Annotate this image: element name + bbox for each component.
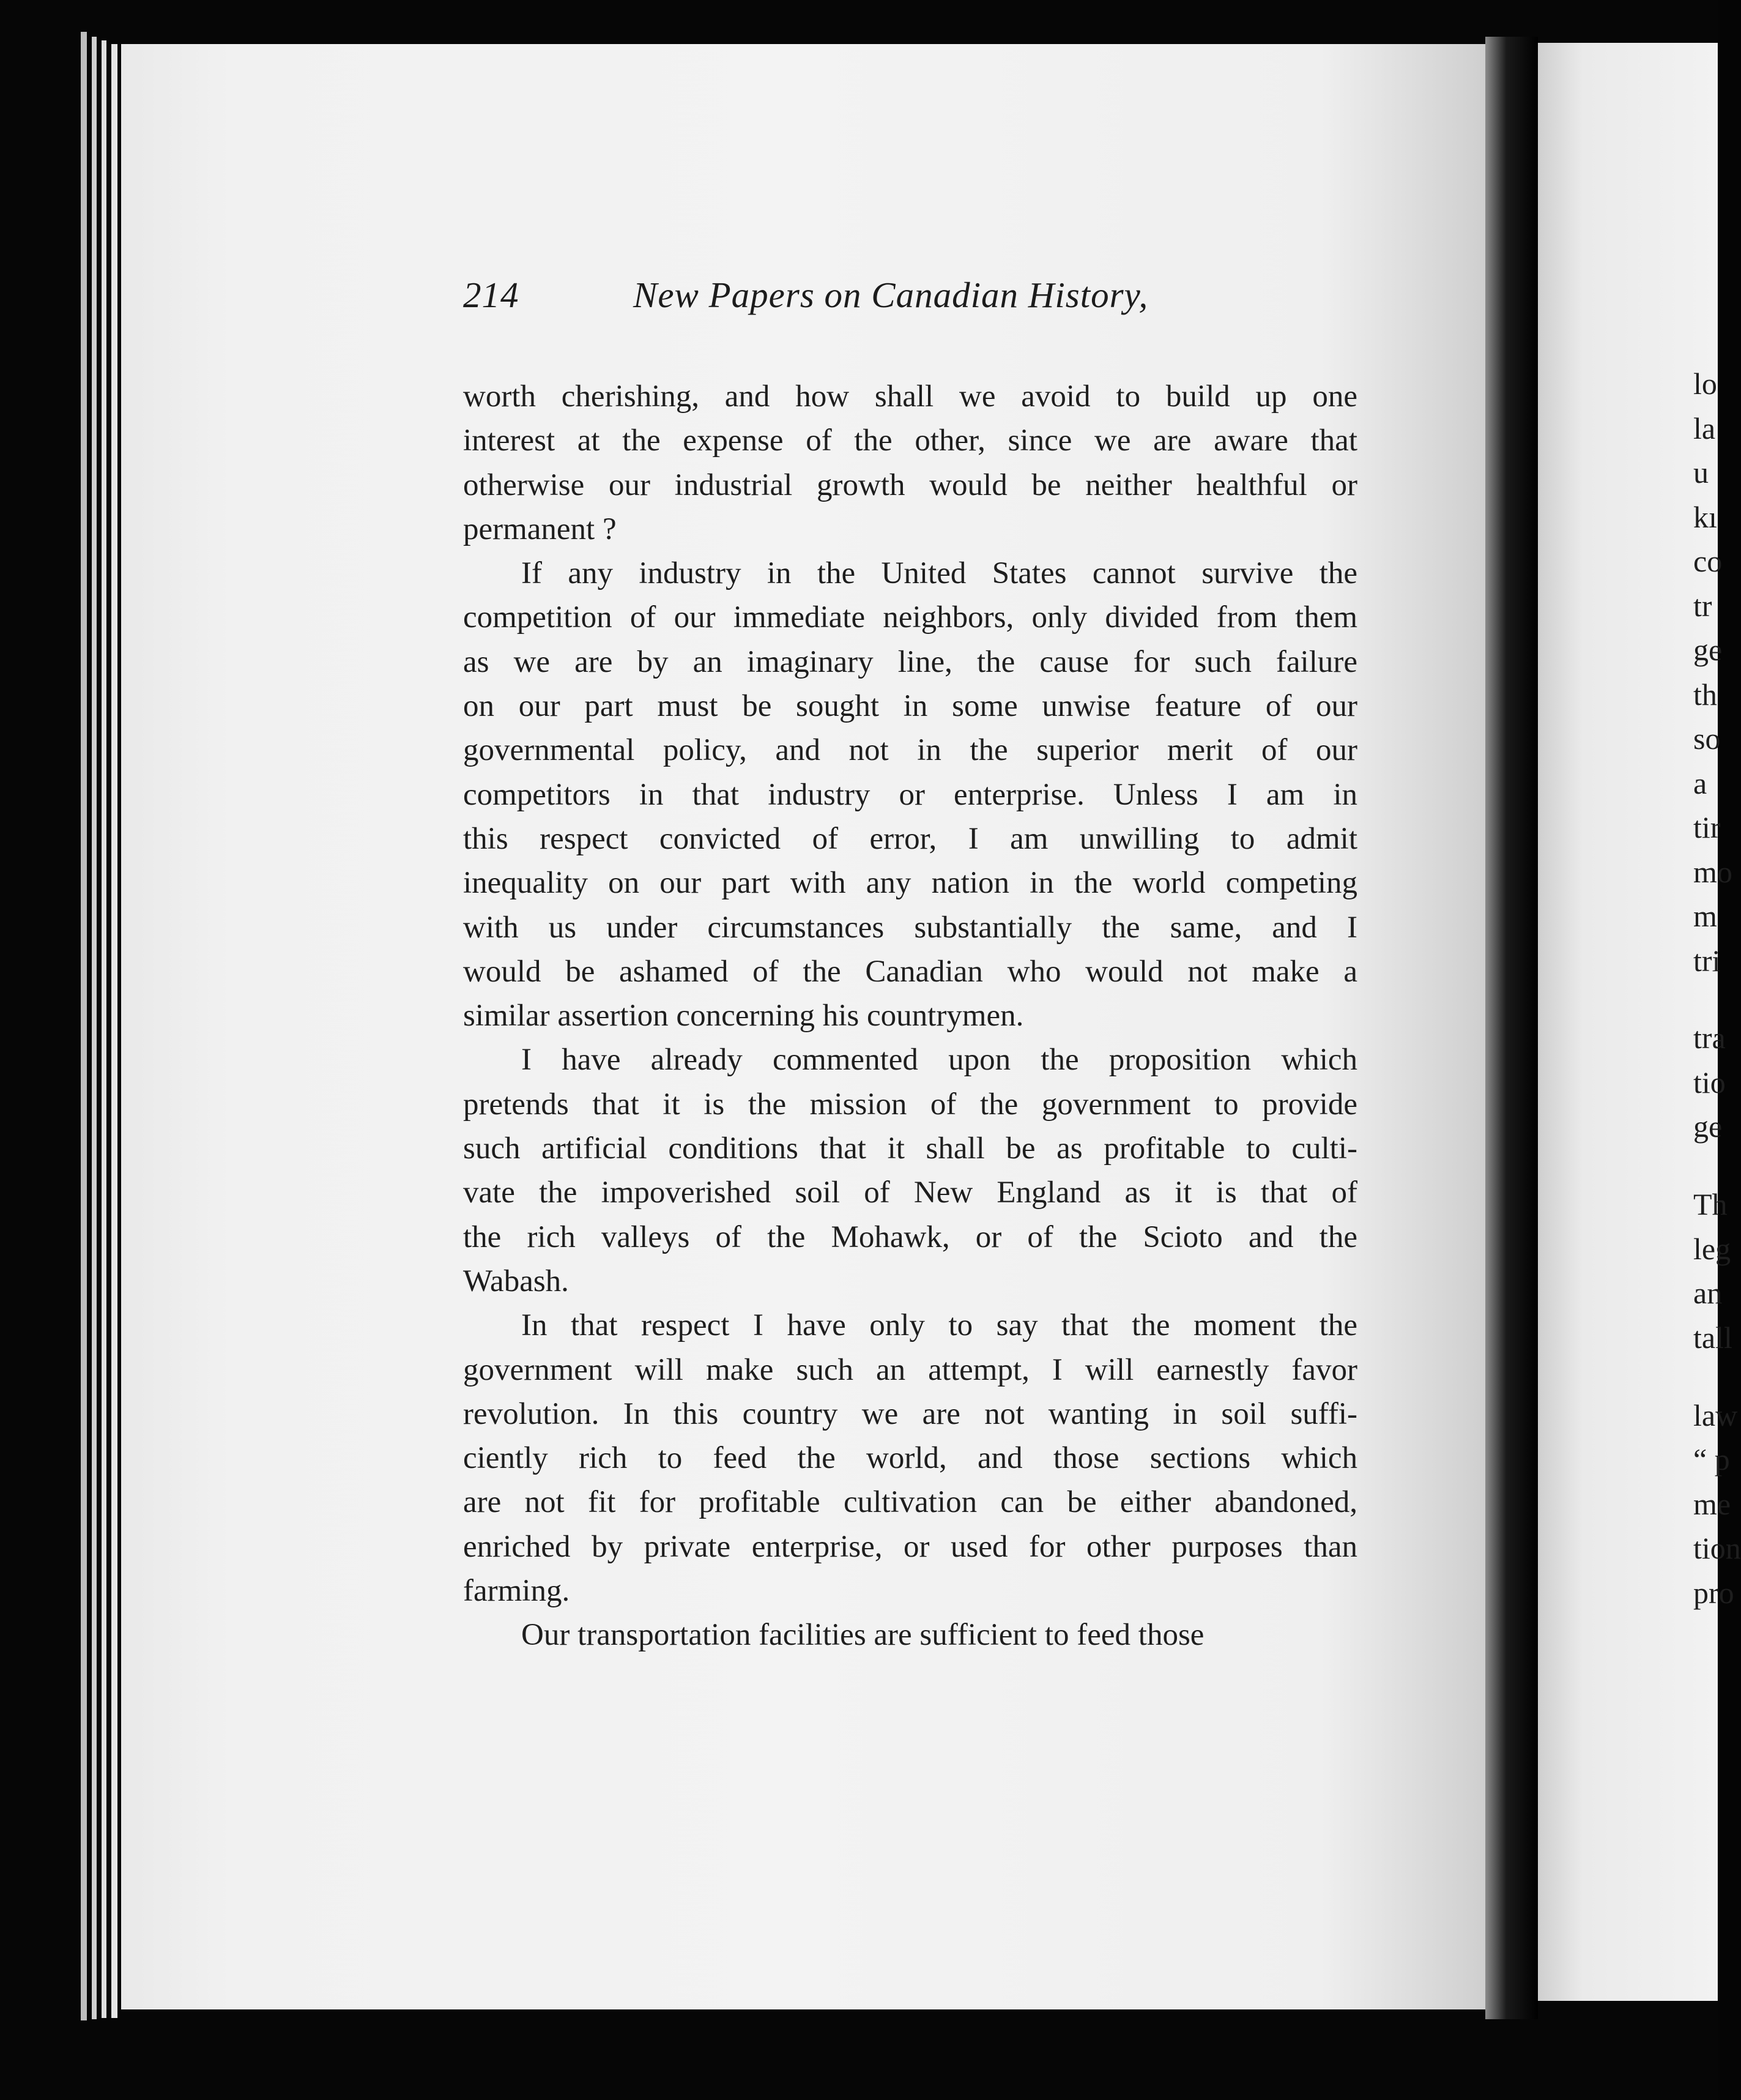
text-line: Our transportation facilities are sufficient to feed those	[521, 1618, 1205, 1653]
text-line: similar assertion concerning his countrymen.	[463, 999, 1024, 1033]
facing-page-line: tion	[1693, 1531, 1741, 1566]
facing-page-line: th	[1693, 677, 1717, 712]
facing-page-line: tio	[1693, 1065, 1726, 1100]
book-gutter	[1485, 37, 1538, 2019]
facing-page-line: leg	[1693, 1231, 1731, 1266]
page-edge	[81, 32, 87, 2020]
paragraph	[463, 1303, 1357, 1613]
text-line: revolution. In this country we are not wanting in soil suffi-	[463, 1396, 1357, 1431]
text-line: governmental policy, and not in the superior merit of our	[463, 733, 1357, 768]
text-line: would be ashamed of the Canadian who would not make a	[463, 954, 1357, 989]
facing-page-line: pro	[1693, 1575, 1734, 1610]
text-line: ciently rich to feed the world, and those sections which	[463, 1441, 1357, 1476]
running-title: New Papers on Canadian History,	[633, 275, 1149, 315]
paragraph	[463, 374, 1357, 551]
facing-page-line: law	[1693, 1398, 1738, 1432]
facing-page-line: ge	[1693, 633, 1723, 667]
facing-page-line: mo	[1693, 854, 1732, 889]
facing-page-line: me	[1693, 1486, 1731, 1521]
facing-page-line: tri	[1693, 943, 1721, 978]
text-line: with us under circumstances substantially the same, and I	[463, 910, 1357, 945]
facing-page-line: m	[1693, 899, 1717, 933]
page-edge	[102, 40, 106, 2018]
facing-page-line: lo	[1693, 367, 1717, 401]
body-text	[463, 374, 1357, 1658]
facing-page-line: Th	[1693, 1187, 1728, 1222]
facing-page	[1538, 43, 1721, 2001]
running-head	[463, 274, 1258, 329]
text-line: competitors in that industry or enterprise. Unless I am in	[463, 777, 1357, 812]
text-line: vate the impoverished soil of New England as it is that of	[463, 1175, 1357, 1210]
facing-page-line: tall	[1693, 1320, 1732, 1355]
text-line: otherwise our industrial growth would be neither healthful or	[463, 467, 1357, 502]
facing-page-line: tr	[1693, 588, 1712, 623]
facing-page-line: an	[1693, 1276, 1723, 1311]
text-line: competition of our immediate neighbors, only divided from them	[463, 600, 1357, 635]
facing-page-line: “ p	[1693, 1442, 1730, 1477]
text-line: are not fit for profitable cultivation can be either abandoned,	[463, 1485, 1357, 1520]
facing-page-line: ge	[1693, 1109, 1723, 1144]
facing-page-line: la	[1693, 411, 1716, 445]
text-line: In that respect I have only to say that the moment the	[521, 1308, 1357, 1343]
text-line: government will make such an attempt, I will earnestly favor	[463, 1352, 1357, 1387]
text-line: pretends that it is the mission of the government to provide	[463, 1087, 1357, 1122]
facing-page-line: tir	[1693, 810, 1721, 844]
text-line: this respect convicted of error, I am unwilling to admit	[463, 821, 1357, 856]
text-line: permanent ?	[463, 512, 617, 546]
facing-page-line: co	[1693, 544, 1723, 578]
facing-page-line: a	[1693, 765, 1707, 800]
text-line: the rich valleys of the Mohawk, or of the Scioto and the	[463, 1219, 1357, 1254]
text-line: enriched by private enterprise, or used for other purposes than	[463, 1529, 1357, 1564]
text-line: farming.	[463, 1574, 570, 1609]
text-line: interest at the expense of the other, since we are aware that	[463, 423, 1357, 458]
page-number: 214	[463, 275, 519, 315]
text-line: such artificial conditions that it shall be as profitable to culti-	[463, 1131, 1357, 1166]
text-line: inequality on our part with any nation in the world competing	[463, 866, 1357, 901]
text-line: as we are by an imaginary line, the cause for such failure	[463, 644, 1357, 679]
paragraph	[463, 1613, 1357, 1657]
paragraph	[463, 1038, 1357, 1303]
facing-page-line: so	[1693, 721, 1721, 756]
text-line: worth cherishing, and how shall we avoid to build up one	[463, 379, 1357, 414]
page-edge	[111, 44, 117, 2018]
facing-page-line: kı	[1693, 499, 1717, 534]
text-line: on our part must be sought in some unwise feature of our	[463, 689, 1357, 724]
facing-page-line: u	[1693, 455, 1709, 490]
paragraph	[463, 551, 1357, 1038]
text-line: If any industry in the United States cannot survive the	[521, 556, 1357, 591]
facing-page-line: tra	[1693, 1021, 1726, 1056]
text-line: I have already commented upon the proposition which	[521, 1043, 1357, 1078]
text-line: Wabash.	[463, 1264, 569, 1298]
page-edge	[92, 37, 97, 2019]
